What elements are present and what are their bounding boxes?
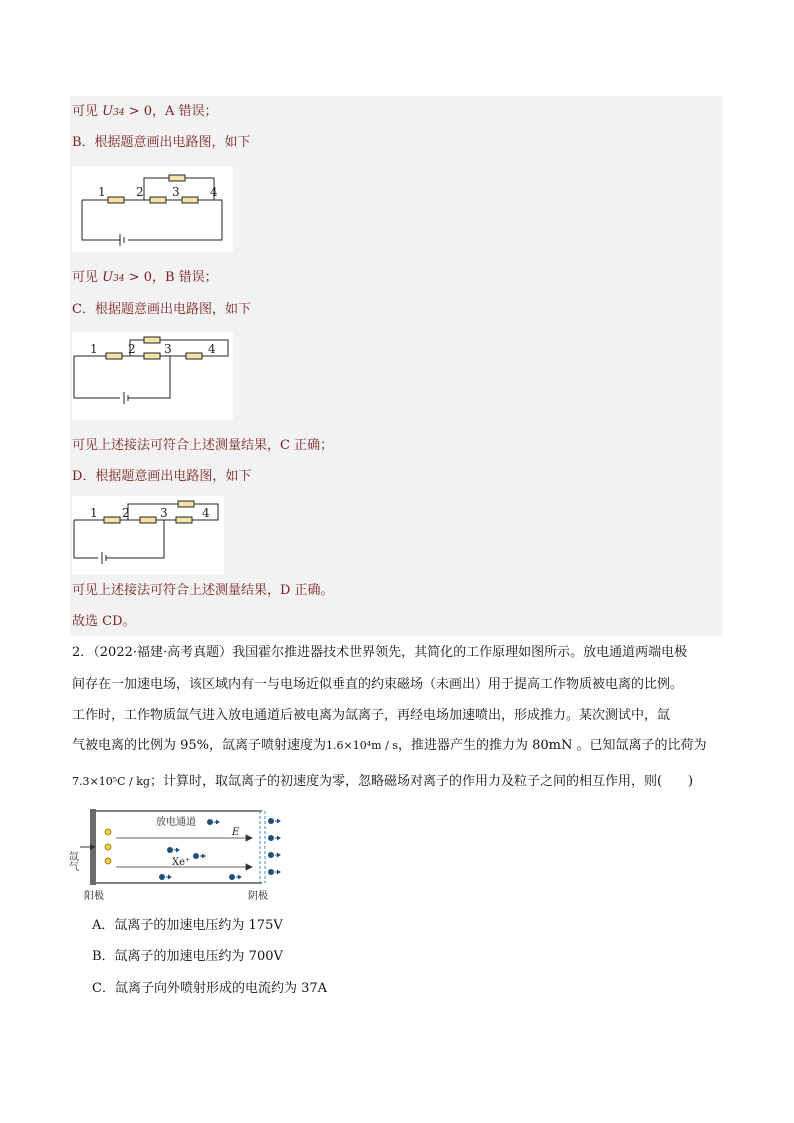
solution-answer: 故选 CD。	[72, 614, 136, 629]
option-a[interactable]: A．氙离子的加速电压约为 175V	[92, 918, 283, 933]
question-line-5: 7.3×10⁵C / kg；计算时，取氙离子的初速度为零，忽略磁场对离子的作用力及粒子之间的相互作用，则( )	[72, 774, 694, 789]
solution-line-b-head: B．根据题意画出电路图，如下	[72, 135, 251, 150]
question-line-2: 间存在一加速电场，该区域内有一与电场近似垂直的约束磁场（未画出）用于提高工作物质被电离的比例。	[72, 677, 684, 692]
option-c[interactable]: C．氙离子向外喷射形成的电流约为 37A	[92, 981, 328, 996]
node-label-2: 2	[122, 506, 130, 520]
field-label: E	[232, 827, 240, 838]
node-label-3: 3	[172, 185, 180, 199]
node-label-1: 1	[90, 506, 98, 520]
node-label-3: 3	[160, 506, 168, 520]
cathode-label: 阴极	[248, 891, 268, 902]
channel-label: 放电通道	[156, 817, 196, 828]
solution-line-d-result: 可见上述接法可符合上述测量结果，D 正确。	[72, 583, 334, 598]
node-label-2: 2	[136, 185, 144, 199]
circuit-diagram-d	[72, 496, 224, 574]
node-label-3: 3	[164, 342, 172, 356]
option-b[interactable]: B．氙离子的加速电压约为 700V	[92, 949, 283, 964]
node-label-1: 1	[90, 342, 98, 356]
node-label-4: 4	[210, 185, 218, 199]
node-label-4: 4	[202, 506, 210, 520]
solution-line-c-head: C．根据题意画出电路图，如下	[72, 302, 251, 317]
node-label-2: 2	[128, 342, 136, 356]
ion-label: Xe⁺	[172, 857, 191, 868]
solution-line-a: 可见 U34 > 0，A 错误；	[72, 104, 218, 119]
hall-thruster-diagram	[66, 805, 282, 905]
node-label-1: 1	[98, 185, 106, 199]
gas-label: 氙气	[66, 851, 78, 871]
solution-line-d-head: D．根据题意画出电路图，如下	[72, 469, 252, 484]
circuit-diagram-b	[72, 166, 233, 252]
anode-label: 阳极	[84, 891, 104, 902]
question-line-3: 工作时，工作物质氙气进入放电通道后被电离为氙离子，再经电场加速喷出，形成推力。某次测试中，氙	[72, 708, 671, 723]
solution-line-b-result: 可见 U34 > 0，B 错误；	[72, 270, 218, 285]
solution-line-c-result: 可见上述接法可符合上述测量结果，C 正确；	[72, 438, 334, 453]
circuit-diagram-c	[72, 332, 233, 420]
question-line-4: 气被电离的比例为 95%，氙离子喷射速度为1.6×10⁴m / s，推进器产生的推力为 80mN 。已知氙离子的比荷为	[72, 738, 707, 753]
question-line-1: 2．（2022·福建·高考真题）我国霍尔推进器技术世界领先，其简化的工作原理如图所示。放电通道两端电极	[72, 645, 688, 660]
node-label-4: 4	[208, 342, 216, 356]
